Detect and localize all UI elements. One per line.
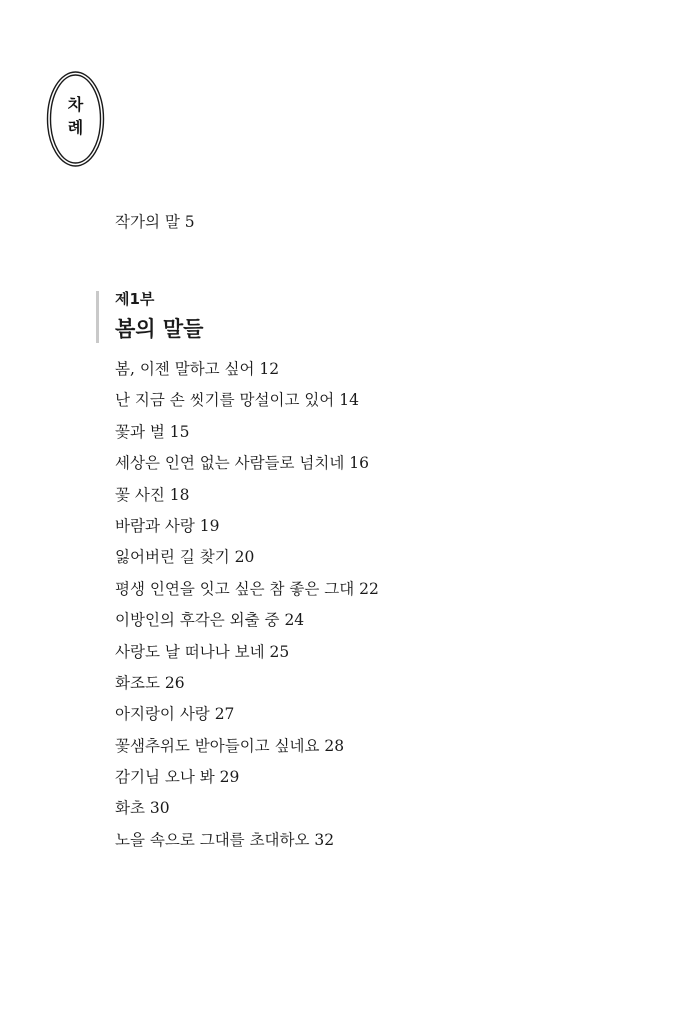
toc-entry[interactable]: 평생 인연을 잇고 싶은 참 좋은 그대 22 <box>115 579 379 598</box>
toc-entry[interactable]: 난 지금 손 씻기를 망설이고 있어 14 <box>115 391 359 410</box>
toc-entry[interactable]: 아지랑이 사랑 27 <box>115 705 235 724</box>
part-label: 제1부 <box>115 290 155 308</box>
preface-entry[interactable]: 작가의 말 5 <box>115 213 195 231</box>
toc-entry[interactable]: 감기님 오나 봐 29 <box>115 768 240 787</box>
toc-entry[interactable]: 화조도 26 <box>115 673 185 692</box>
toc-entry[interactable]: 꽃샘추위도 받아들이고 싶네요 28 <box>115 736 345 755</box>
contents-badge <box>46 70 105 168</box>
toc-list <box>115 358 379 860</box>
badge-char-2: 례 <box>67 118 84 137</box>
toc-entry[interactable]: 바람과 사랑 19 <box>115 516 220 535</box>
toc-entry[interactable]: 사랑도 날 떠나나 보네 25 <box>115 642 290 661</box>
toc-entry[interactable]: 이방인의 후각은 외출 중 24 <box>115 611 305 630</box>
part-title: 봄의 말들 <box>115 317 204 341</box>
part-divider <box>96 291 99 343</box>
badge-char-1: 차 <box>67 95 84 114</box>
toc-entry[interactable]: 노을 속으로 그대를 초대하오 32 <box>115 830 335 849</box>
toc-entry[interactable]: 봄, 이젠 말하고 싶어 12 <box>115 360 280 378</box>
toc-entry[interactable]: 꽃 사진 18 <box>115 485 190 504</box>
toc-entry[interactable]: 세상은 인연 없는 사람들로 넘치네 16 <box>115 454 369 473</box>
toc-entry[interactable]: 꽃과 벌 15 <box>115 422 190 441</box>
toc-entry[interactable]: 잃어버린 길 찾기 20 <box>115 548 255 567</box>
toc-entry[interactable]: 화초 30 <box>115 799 170 818</box>
